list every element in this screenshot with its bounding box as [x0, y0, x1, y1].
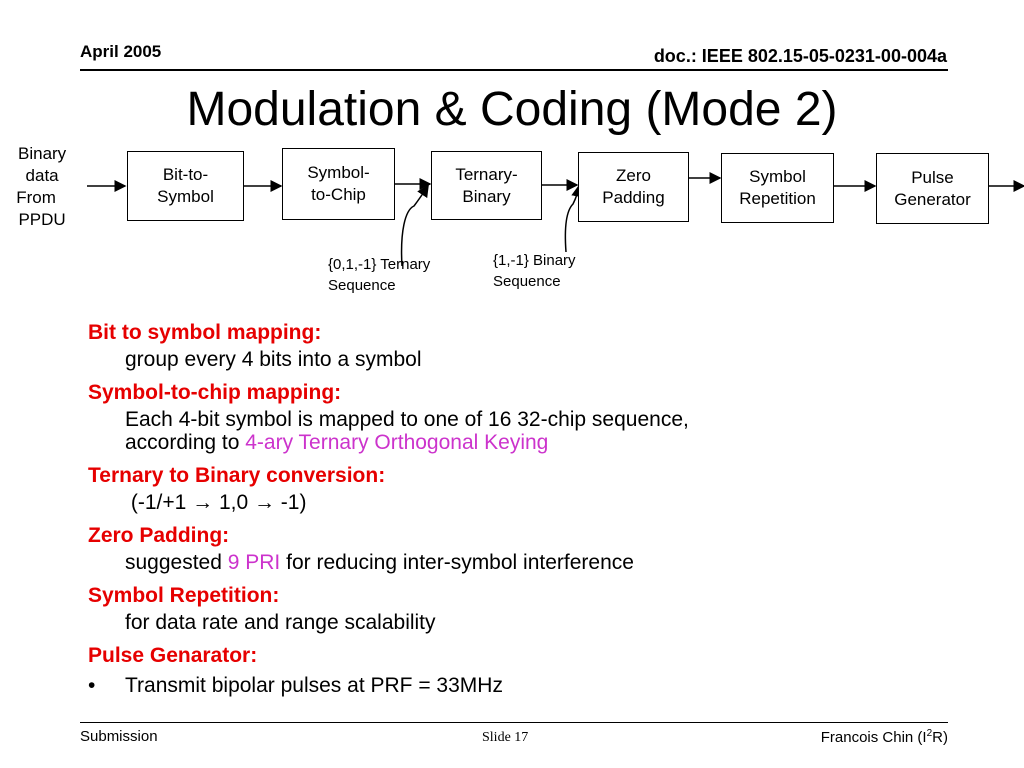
section-title-ternary-binary: Ternary to Binary conversion: [88, 464, 386, 487]
section-desc-zero-padding: suggested 9 PRI for reducing inter-symbol interference [125, 551, 634, 574]
highlight-pri: 9 PRI [227, 551, 281, 574]
section-desc-bit-to-symbol: group every 4 bits into a symbol [125, 348, 422, 371]
input-label-line: Binary [18, 144, 67, 163]
bullet-item-pulses: • Transmit bipolar pulses at PRF = 33MHz [88, 671, 968, 701]
section-desc-ternary-binary: (-1/+1 → 1,0 → -1) [125, 491, 307, 514]
block-bit-to-symbol: Bit-to- Symbol [127, 151, 244, 221]
section-title-zero-padding: Zero Padding: [88, 524, 230, 547]
note-binary-sequence: {1,-1} Binary Sequence [493, 252, 576, 290]
footer-slide-number: Slide 17 [482, 730, 529, 745]
input-label-line: PPDU [18, 210, 66, 230]
section-desc-symbol-to-chip: Each 4-bit symbol is mapped to one of 16 32-chip sequence, according to 4-ary Ternary Orthogonal Keying [125, 408, 689, 454]
bullet-icon: • [88, 674, 96, 697]
section-title-symbol-repetition: Symbol Repetition: [88, 584, 280, 607]
slide-title: Modulation & Coding (Mode 2) [186, 83, 838, 136]
footer-divider [80, 722, 948, 723]
section-desc-symbol-repetition: for data rate and range scalability [125, 611, 436, 634]
input-label-line: data [25, 166, 59, 186]
block-ternary-binary: Ternary- Binary [431, 151, 542, 220]
block-zero-padding: Zero Padding [578, 152, 689, 222]
block-symbol-repetition: Symbol Repetition [721, 153, 834, 223]
header-date: April 2005 [80, 42, 162, 61]
section-title-pulse-generator: Pulse Genarator: [88, 644, 258, 667]
section-title-bit-to-symbol: Bit to symbol mapping: [88, 321, 322, 344]
section-title-symbol-to-chip: Symbol-to-chip mapping: [88, 381, 342, 404]
footer-author: Francois Chin $(I^2R)$ [820, 728, 948, 746]
highlight-keying: 4-ary Ternary Orthogonal Keying [245, 431, 549, 454]
header-divider [80, 69, 948, 71]
footer-submission: Submission [80, 728, 158, 745]
block-symbol-to-chip: Symbol- to-Chip [282, 148, 395, 220]
block-pulse-generator: Pulse Generator [876, 153, 989, 224]
header-doc-id: doc.: IEEE 802.15-05-0231-00-004a [653, 46, 947, 66]
note-ternary-sequence: {0,1,-1} Ternary Sequence [328, 256, 431, 294]
description-list [88, 318, 968, 701]
input-label-line: From [16, 188, 56, 208]
callout-binary [565, 186, 579, 252]
